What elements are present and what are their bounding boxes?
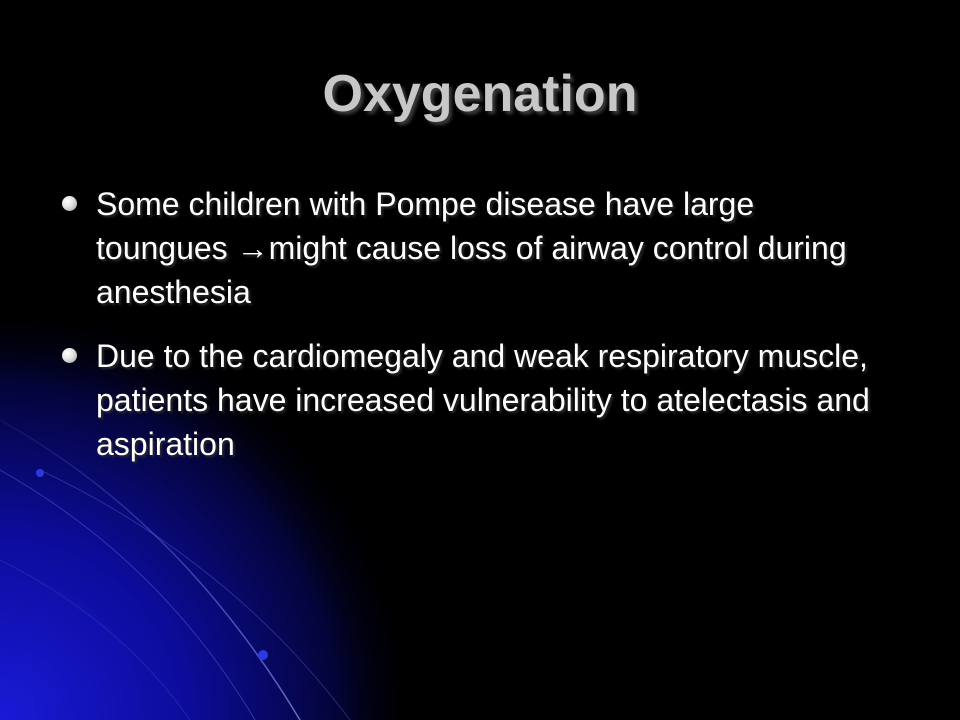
bullet-list (60, 182, 880, 486)
slide-title: Oxygenation (322, 65, 638, 123)
bullet-item (60, 182, 880, 314)
bullet-text: Due to the cardiomegaly and weak respiratory muscle, patients have increased vulnerability to atelectasis and aspiration (96, 338, 870, 462)
bullet-dot-icon (62, 348, 77, 363)
bullet-text: Some children with Pompe disease have large toungues →might cause loss of airway control during anesthesia (96, 186, 847, 310)
bullet-item (60, 334, 880, 466)
decor-dot-1 (36, 469, 44, 477)
bullet-dot-icon (62, 196, 77, 211)
decor-dot-2 (258, 650, 268, 660)
